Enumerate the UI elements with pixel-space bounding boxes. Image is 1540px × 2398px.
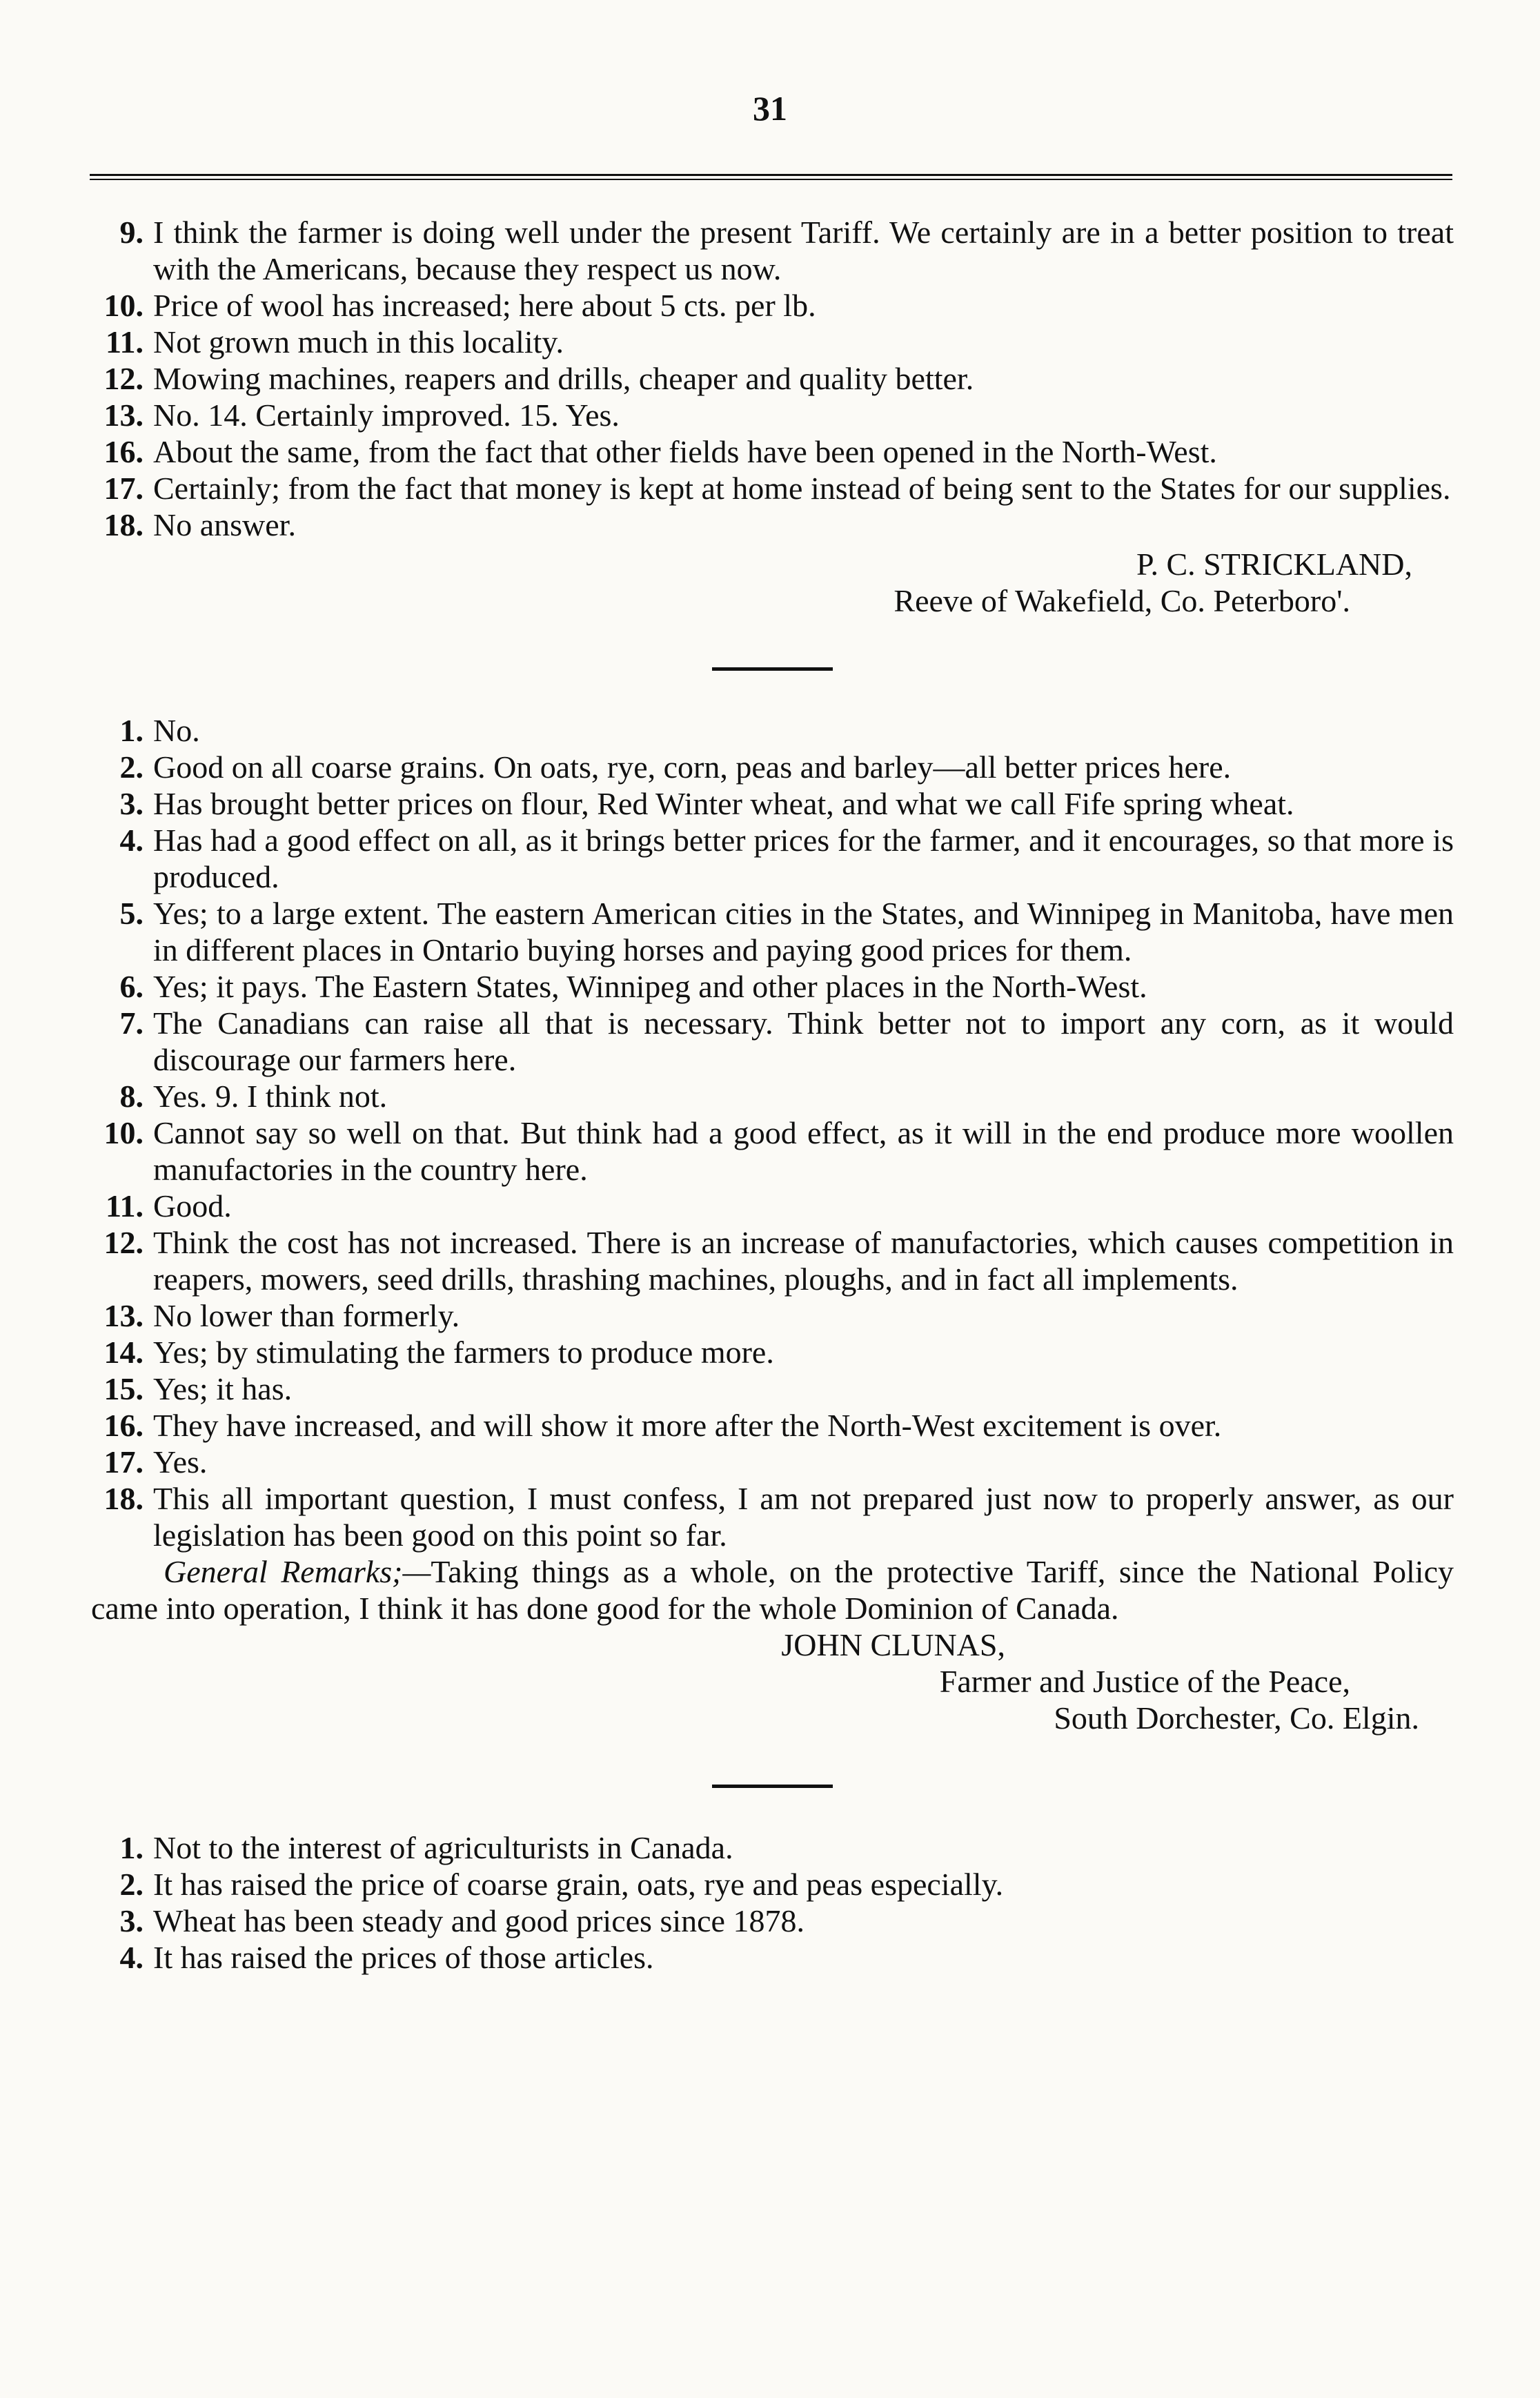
section-third xyxy=(91,1829,1454,1976)
answer-item xyxy=(91,1078,1454,1114)
answer-item xyxy=(91,1480,1454,1553)
section-strickland xyxy=(91,214,1454,619)
answer-text: They have increased, and will show it more after the North-West excitement is over. xyxy=(153,1408,1222,1443)
answer-text: Yes. xyxy=(153,1444,208,1480)
answer-item xyxy=(91,822,1454,895)
answer-text: Wheat has been steady and good prices since 1878. xyxy=(153,1903,804,1938)
answer-item xyxy=(91,895,1454,968)
answer-number: 2. xyxy=(119,749,144,785)
answer-number: 5. xyxy=(119,896,144,931)
answer-item xyxy=(91,1370,1454,1407)
answer-number: 4. xyxy=(119,823,144,858)
answer-text: Good on all coarse grains. On oats, rye, corn, peas and barley—all better prices here. xyxy=(153,749,1232,785)
section-divider xyxy=(712,667,833,671)
answer-text: About the same, from the fact that other fields have been opened in the North-West. xyxy=(153,434,1217,469)
answer-number: 8. xyxy=(119,1079,144,1114)
answer-text: Good. xyxy=(153,1188,232,1223)
answer-list xyxy=(91,214,1454,543)
answer-text: Certainly; from the fact that money is kept at home instead of being sent to the States for our supplies. xyxy=(153,471,1451,506)
answer-item xyxy=(91,1188,1454,1224)
answer-item xyxy=(91,785,1454,822)
page-number: 31 xyxy=(753,89,787,128)
answer-text: Yes; to a large extent. The eastern American cities in the States, and Winnipeg in Manitoba, have men in different places in Ontario buying horses and paying good prices for them. xyxy=(153,896,1454,967)
answer-number: 17. xyxy=(103,471,144,506)
signature-title: Farmer and Justice of the Peace, xyxy=(939,1664,1350,1699)
answer-text: I think the farmer is doing well under the present Tariff. We certainly are in a better position to treat with the Americans, because they respect us now. xyxy=(153,215,1454,286)
answer-item xyxy=(91,968,1454,1005)
answer-text: No answer. xyxy=(153,507,296,542)
answer-item xyxy=(91,1829,1454,1866)
answer-item xyxy=(91,507,1454,543)
remarks-text: Taking things as a whole, on the protective Tariff, since the National Policy came into operation, I think it has done good for the whole Dominion of Canada. xyxy=(91,1554,1454,1626)
answer-number: 7. xyxy=(119,1005,144,1041)
answer-item xyxy=(91,712,1454,749)
answer-item xyxy=(91,214,1454,287)
answer-text: Yes; it has. xyxy=(153,1371,293,1406)
answer-item xyxy=(91,433,1454,470)
answer-text: This all important question, I must confess, I am not prepared just now to properly answer, as our legislation has been good on this point so far. xyxy=(153,1481,1454,1553)
answer-text: Not grown much in this locality. xyxy=(153,324,564,360)
answer-number: 18. xyxy=(103,1481,144,1516)
section-clunas xyxy=(91,712,1454,1736)
answer-number: 10. xyxy=(103,1115,144,1150)
answer-item xyxy=(91,1939,1454,1976)
answer-text: Think the cost has not increased. There is an increase of manufactories, which causes competition in reapers, mowers, seed drills, thrashing machines, ploughs, and in fact all implements. xyxy=(153,1225,1454,1297)
answer-number: 1. xyxy=(119,713,144,748)
answer-item xyxy=(91,1297,1454,1334)
answer-text: Yes; by stimulating the farmers to produce more. xyxy=(153,1335,774,1370)
answer-item xyxy=(91,470,1454,507)
answer-item xyxy=(91,360,1454,397)
answer-text: No lower than formerly. xyxy=(153,1298,460,1333)
remarks-label: General Remarks;— xyxy=(164,1554,431,1589)
answer-text: Yes. 9. I think not. xyxy=(153,1079,388,1114)
answer-number: 11. xyxy=(106,1188,144,1223)
answer-item xyxy=(91,324,1454,360)
signature-name: P. C. STRICKLAND, xyxy=(1136,547,1412,582)
answer-item xyxy=(91,749,1454,785)
answer-number: 16. xyxy=(103,434,144,469)
answer-text: Price of wool has increased; here about 5 cts. per lb. xyxy=(153,288,816,323)
answer-item xyxy=(91,1407,1454,1444)
answer-item xyxy=(91,397,1454,433)
answer-number: 9. xyxy=(119,215,144,250)
answer-text: Yes; it pays. The Eastern States, Winnipeg and other places in the North-West. xyxy=(153,969,1147,1004)
signature-location: South Dorchester, Co. Elgin. xyxy=(1054,1700,1419,1736)
answer-list xyxy=(91,1829,1454,1976)
signature-title: Reeve of Wakefield, Co. Peterboro'. xyxy=(894,583,1350,618)
general-remarks xyxy=(91,1553,1454,1626)
answer-number: 1. xyxy=(119,1830,144,1865)
page-body xyxy=(91,214,1454,1976)
answer-number: 12. xyxy=(103,1225,144,1260)
answer-number: 18. xyxy=(103,507,144,542)
section-divider xyxy=(712,1785,833,1788)
header-rule xyxy=(90,174,1452,180)
answer-number: 3. xyxy=(119,786,144,821)
answer-number: 2. xyxy=(119,1867,144,1902)
answer-text: Cannot say so well on that. But think had a good effect, as it will in the end produce more woollen manufactories in the country here. xyxy=(153,1115,1454,1187)
answer-number: 12. xyxy=(103,361,144,396)
answer-list xyxy=(91,712,1454,1553)
answer-item xyxy=(91,1903,1454,1939)
answer-number: 17. xyxy=(103,1444,144,1480)
answer-number: 14. xyxy=(103,1335,144,1370)
answer-text: Mowing machines, reapers and drills, cheaper and quality better. xyxy=(153,361,974,396)
answer-text: No. xyxy=(153,713,200,748)
answer-number: 6. xyxy=(119,969,144,1004)
answer-item xyxy=(91,1444,1454,1480)
answer-number: 15. xyxy=(103,1371,144,1406)
answer-number: 4. xyxy=(119,1940,144,1975)
answer-item xyxy=(91,1114,1454,1188)
answer-text: It has raised the price of coarse grain, oats, rye and peas especially. xyxy=(153,1867,1004,1902)
answer-text: Has brought better prices on flour, Red Winter wheat, and what we call Fife spring wheat. xyxy=(153,786,1294,821)
answer-number: 16. xyxy=(103,1408,144,1443)
signature-name: JOHN CLUNAS, xyxy=(781,1627,1005,1662)
answer-item xyxy=(91,1866,1454,1903)
answer-text: Not to the interest of agriculturists in Canada. xyxy=(153,1830,733,1865)
answer-text: No. 14. Certainly improved. 15. Yes. xyxy=(153,397,620,433)
answer-item xyxy=(91,1334,1454,1370)
answer-text: It has raised the prices of those articles. xyxy=(153,1940,654,1975)
answer-item xyxy=(91,287,1454,324)
answer-number: 13. xyxy=(103,397,144,433)
answer-item xyxy=(91,1005,1454,1078)
answer-number: 13. xyxy=(103,1298,144,1333)
answer-number: 11. xyxy=(106,324,144,360)
answer-number: 3. xyxy=(119,1903,144,1938)
answer-text: The Canadians can raise all that is necessary. Think better not to import any corn, as it would discourage our farmers here. xyxy=(153,1005,1454,1077)
answer-item xyxy=(91,1224,1454,1297)
answer-number: 10. xyxy=(103,288,144,323)
answer-text: Has had a good effect on all, as it brings better prices for the farmer, and it encourages, so that more is produced. xyxy=(153,823,1454,894)
